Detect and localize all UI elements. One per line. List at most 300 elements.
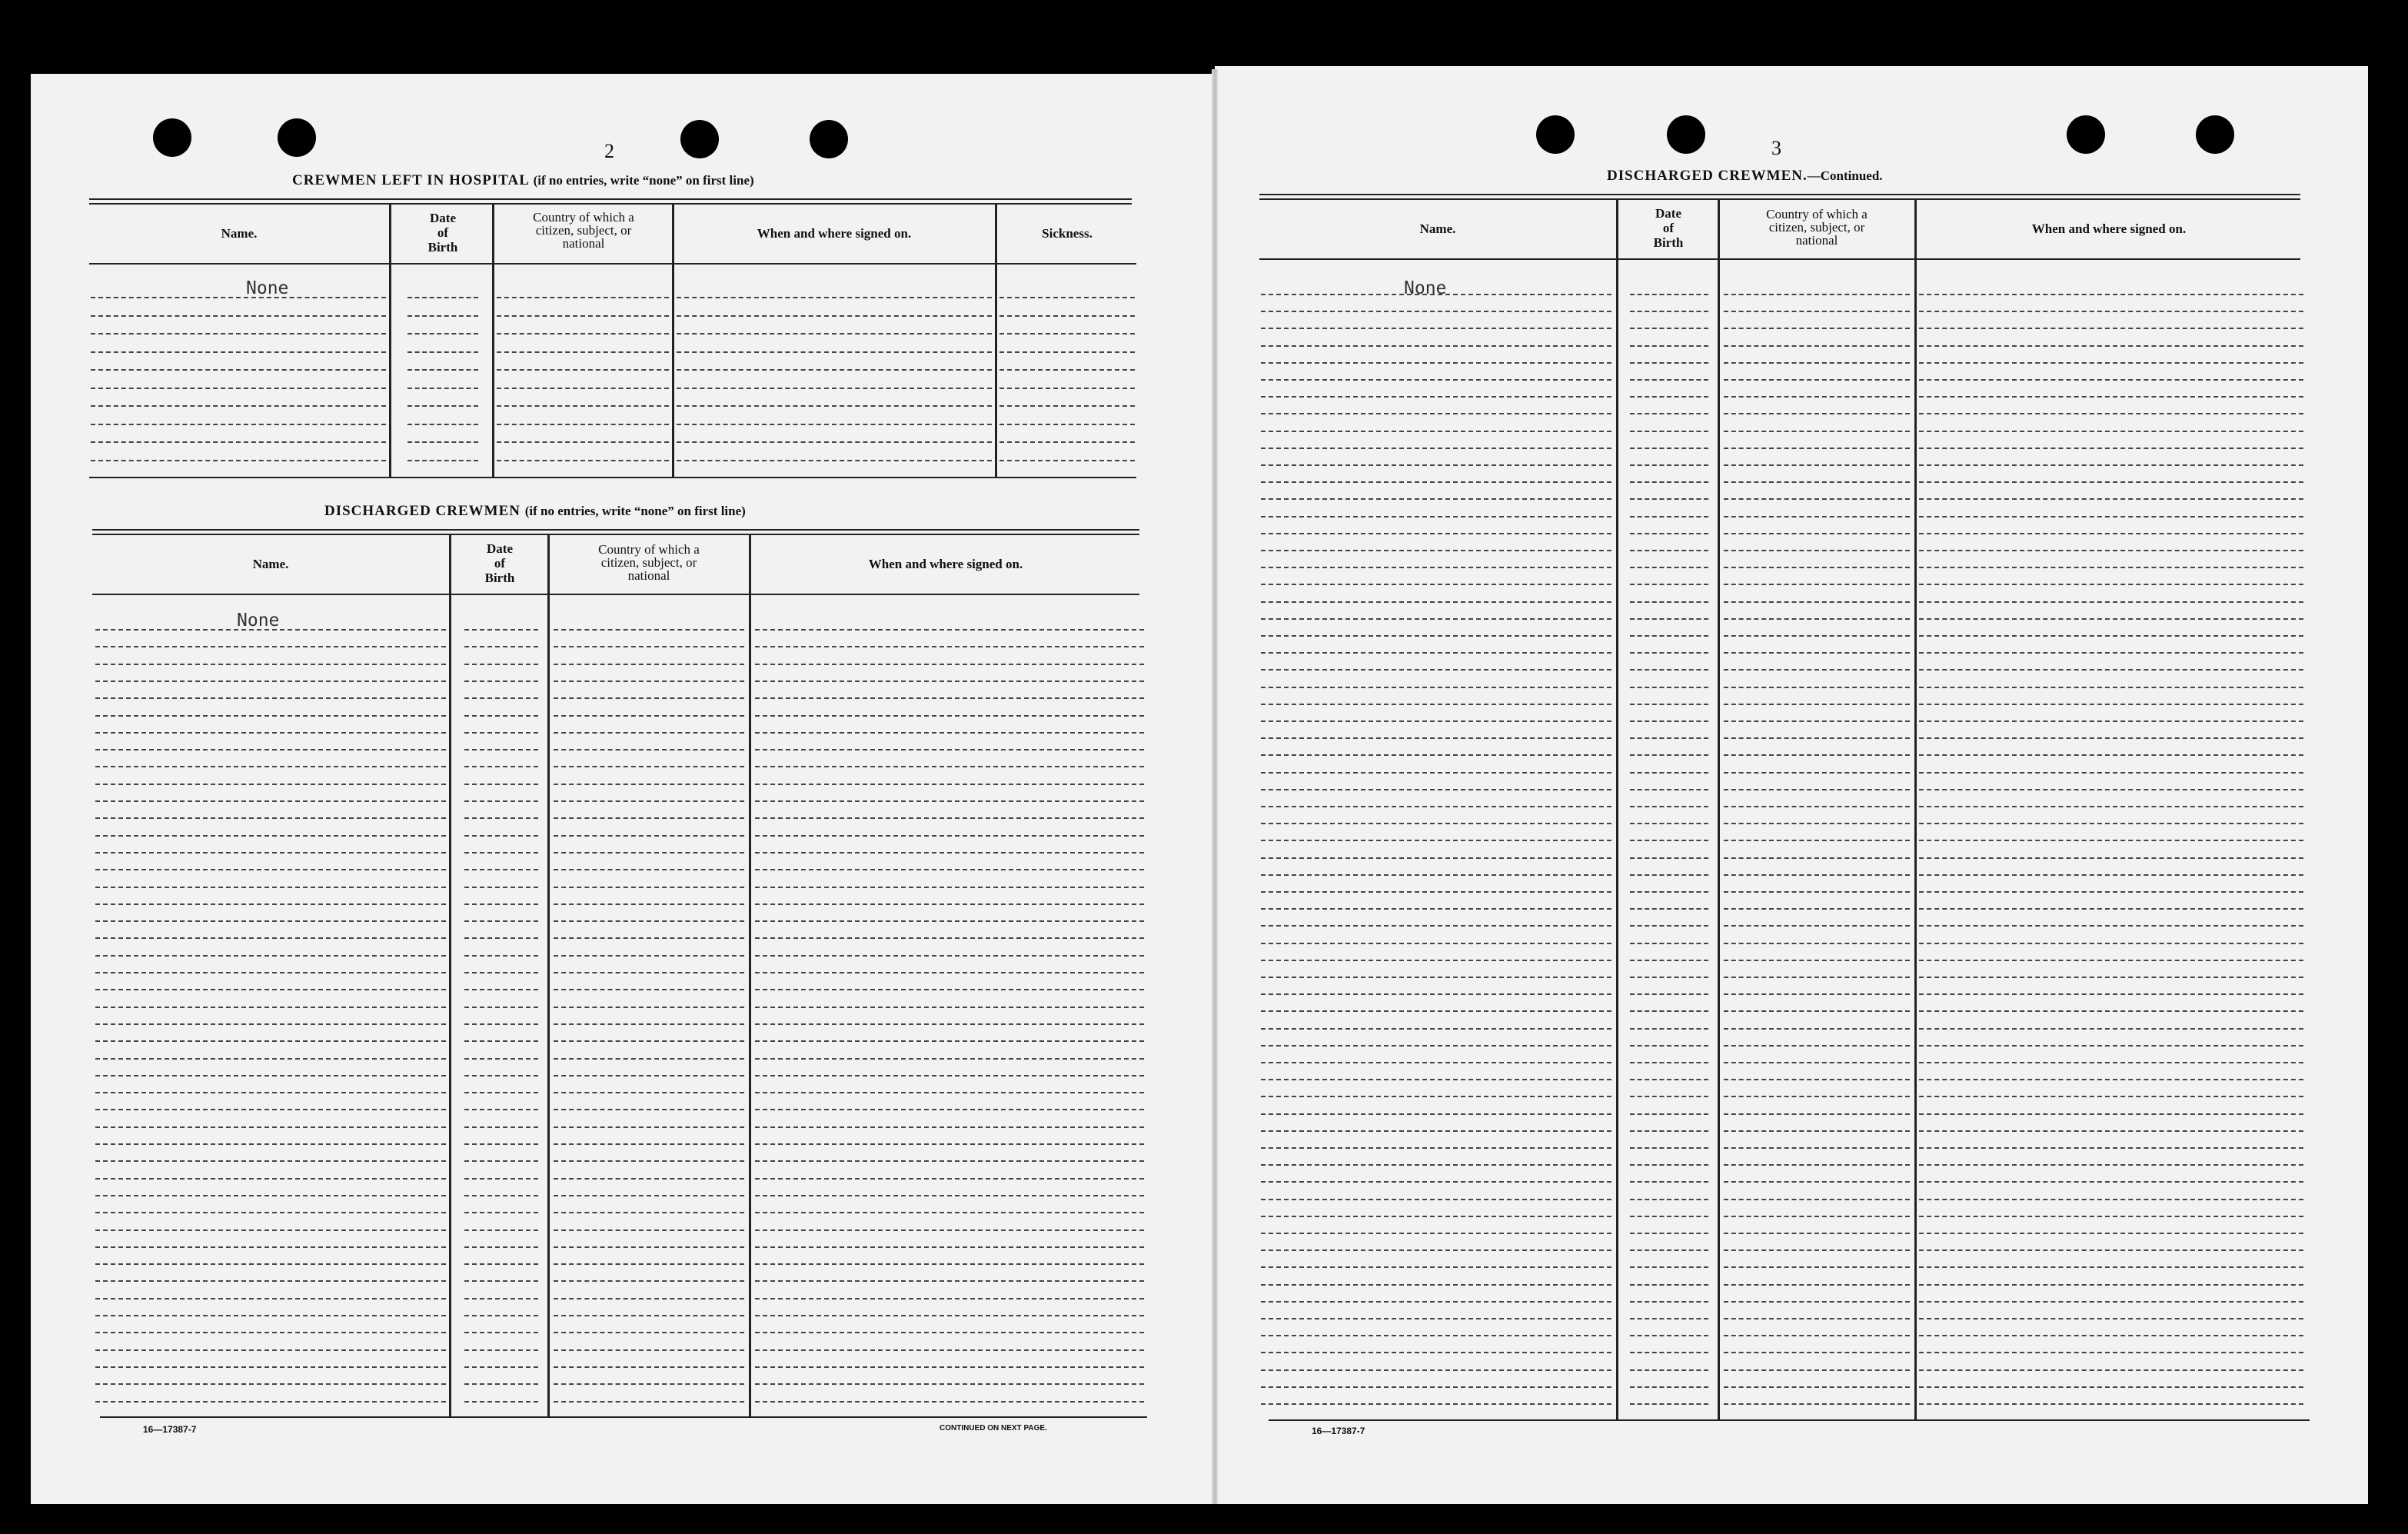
ruled-line	[1724, 874, 1910, 876]
ruled-line	[1261, 652, 1611, 654]
ruled-line	[95, 972, 446, 973]
page-fold	[1212, 69, 1218, 1504]
ruled-line	[1261, 737, 1611, 739]
ruled-line	[1919, 754, 2303, 756]
ruled-line	[554, 1349, 744, 1351]
ruled-line	[95, 646, 446, 647]
ruled-line	[1630, 1113, 1708, 1115]
ruled-line	[1630, 311, 1708, 312]
discharged-col-name: Name.	[252, 557, 289, 571]
discharged-top-rule	[92, 534, 1139, 535]
ruled-line	[95, 903, 446, 905]
ruled-line	[755, 955, 1144, 957]
ruled-line	[91, 333, 386, 334]
ruled-line	[1261, 431, 1611, 432]
ruled-line	[91, 405, 386, 407]
ruled-line	[1630, 960, 1708, 961]
ruled-line	[554, 817, 744, 819]
ruled-line	[1630, 1352, 1708, 1353]
ruled-line	[755, 646, 1144, 647]
discharged-col-country: Country of which a citizen, subject, or national	[598, 542, 700, 583]
ruled-line	[1724, 1386, 1910, 1388]
continued-note: CONTINUED ON NEXT PAGE.	[940, 1424, 1047, 1433]
ruled-line	[1724, 704, 1910, 705]
hospital-col-divider	[389, 205, 391, 477]
ruled-line	[1724, 1045, 1910, 1047]
ruled-line	[1724, 396, 1910, 398]
ruled-line	[91, 315, 386, 317]
ruled-line	[554, 749, 744, 750]
ruled-line	[1261, 1403, 1611, 1405]
continued-col-divider	[1718, 200, 1720, 1419]
ruled-line	[1919, 498, 2303, 500]
ruled-line	[755, 1075, 1144, 1076]
ruled-line	[1630, 687, 1708, 688]
ruled-line	[1630, 379, 1708, 381]
ruled-line	[1261, 1147, 1611, 1149]
ruled-line	[464, 1383, 538, 1385]
ruled-line	[1630, 396, 1708, 398]
ruled-line	[1724, 1010, 1910, 1012]
ruled-line	[407, 333, 478, 334]
ruled-line	[1724, 567, 1910, 568]
ruled-line	[95, 715, 446, 717]
ruled-line	[497, 315, 669, 317]
ruled-line	[464, 1075, 538, 1076]
ruled-line	[1261, 362, 1611, 364]
ruled-line	[464, 646, 538, 647]
ruled-line	[1261, 772, 1611, 774]
ruled-line	[1630, 328, 1708, 329]
ruled-line	[1261, 754, 1611, 756]
ruled-line	[1261, 413, 1611, 414]
ruled-line	[95, 1349, 446, 1351]
ruled-line	[95, 1230, 446, 1231]
ruled-line	[95, 1263, 446, 1265]
ruled-line	[464, 1143, 538, 1145]
ruled-line	[407, 460, 478, 461]
ruled-line	[464, 1401, 538, 1403]
ruled-line	[1919, 857, 2303, 859]
ruled-line	[91, 351, 386, 353]
ruled-line	[1919, 1301, 2303, 1303]
ruled-line	[91, 424, 386, 425]
ruled-line	[1630, 1045, 1708, 1047]
ruled-line	[464, 989, 538, 990]
continued-title-text: DISCHARGED CREWMEN.	[1607, 168, 1808, 184]
ruled-line	[755, 1109, 1144, 1110]
ruled-line	[1630, 1284, 1708, 1286]
ruled-line	[95, 1315, 446, 1316]
ruled-line	[407, 424, 478, 425]
ruled-line	[464, 887, 538, 888]
ruled-line	[1630, 584, 1708, 585]
ruled-line	[1919, 704, 2303, 705]
ruled-line	[1261, 1199, 1611, 1200]
ruled-line	[497, 388, 669, 389]
ruled-line	[1919, 431, 2303, 432]
ruled-line	[95, 1298, 446, 1299]
ruled-line	[1261, 857, 1611, 859]
ruled-line	[95, 1178, 446, 1180]
ruled-line	[554, 852, 744, 854]
ruled-line	[1919, 1181, 2303, 1183]
ruled-line	[755, 732, 1144, 734]
ruled-line	[1724, 584, 1910, 585]
ruled-line	[1919, 1199, 2303, 1200]
ruled-line	[464, 749, 538, 750]
ruled-line	[554, 1040, 744, 1042]
ruled-line	[677, 388, 992, 389]
ruled-line	[755, 903, 1144, 905]
ruled-line	[999, 405, 1135, 407]
ruled-line	[1261, 1386, 1611, 1388]
ruled-line	[1919, 1352, 2303, 1353]
ruled-line	[554, 903, 744, 905]
ruled-line	[554, 800, 744, 802]
ruled-line	[1630, 345, 1708, 347]
ruled-line	[1261, 618, 1611, 620]
ruled-line	[554, 1383, 744, 1385]
ruled-line	[1261, 1352, 1611, 1353]
ruled-line	[1724, 789, 1910, 790]
ruled-line	[1919, 362, 2303, 364]
continued-top-rule	[1259, 194, 2300, 195]
ruled-line	[1919, 1318, 2303, 1319]
ruled-line	[95, 732, 446, 734]
ruled-line	[464, 869, 538, 870]
ruled-line	[1261, 840, 1611, 841]
ruled-line	[677, 333, 992, 334]
ruled-line	[1261, 294, 1611, 295]
ruled-line	[1919, 1147, 2303, 1149]
ruled-line	[755, 800, 1144, 802]
ruled-line	[497, 351, 669, 353]
ruled-line	[1724, 1369, 1910, 1371]
ruled-line	[1919, 789, 2303, 790]
ruled-line	[1261, 516, 1611, 517]
ruled-line	[1630, 1335, 1708, 1336]
ruled-line	[554, 646, 744, 647]
ruled-line	[95, 1109, 446, 1110]
ruled-line	[554, 1126, 744, 1128]
ruled-line	[1261, 943, 1611, 944]
ruled-line	[95, 1280, 446, 1282]
ruled-line	[554, 1195, 744, 1196]
ruled-line	[1724, 1096, 1910, 1097]
ruled-line	[1630, 1181, 1708, 1183]
ruled-line	[95, 1126, 446, 1128]
ruled-line	[1919, 840, 2303, 841]
ruled-line	[1919, 806, 2303, 807]
ruled-line	[1261, 635, 1611, 637]
ruled-line	[1724, 720, 1910, 722]
ruled-line	[755, 1332, 1144, 1333]
discharged-col-divider	[749, 535, 751, 1416]
ruled-line	[1630, 294, 1708, 295]
ruled-line	[1919, 601, 2303, 603]
ruled-line	[1919, 720, 2303, 722]
ruled-line	[464, 732, 538, 734]
ruled-line	[1630, 533, 1708, 534]
ruled-line	[554, 1075, 744, 1076]
ruled-line	[1630, 652, 1708, 654]
ruled-line	[755, 629, 1144, 631]
ruled-line	[1630, 1096, 1708, 1097]
ruled-line	[554, 629, 744, 631]
ruled-line	[1724, 533, 1910, 534]
ruled-line	[1724, 1079, 1910, 1080]
ruled-line	[999, 441, 1135, 443]
hospital-top-rule	[89, 203, 1132, 205]
hospital-col-sickness: Sickness.	[1042, 226, 1093, 241]
ruled-line	[1919, 618, 2303, 620]
ruled-line	[464, 1058, 538, 1060]
ruled-line	[1261, 498, 1611, 500]
ruled-line	[1630, 567, 1708, 568]
hospital-col-divider	[672, 205, 674, 477]
ruled-line	[1261, 396, 1611, 398]
ruled-line	[1261, 345, 1611, 347]
ruled-line	[1724, 311, 1910, 312]
ruled-line	[464, 800, 538, 802]
ruled-line	[1261, 704, 1611, 705]
ruled-line	[1919, 1403, 2303, 1405]
form-number: 16—17387-7	[1312, 1426, 1365, 1436]
ruled-line	[554, 1280, 744, 1282]
ruled-line	[407, 297, 478, 298]
hospital-col-divider	[995, 205, 997, 477]
ruled-line	[755, 1401, 1144, 1403]
ruled-line	[1724, 823, 1910, 824]
ruled-line	[1261, 1113, 1611, 1115]
ruled-line	[95, 697, 446, 699]
ruled-line	[1919, 1079, 2303, 1080]
ruled-line	[1919, 823, 2303, 824]
ruled-line	[1919, 908, 2303, 910]
ruled-line	[554, 1023, 744, 1025]
ruled-line	[554, 664, 744, 665]
ruled-line	[1919, 328, 2303, 329]
ruled-line	[554, 1178, 744, 1180]
ruled-line	[755, 817, 1144, 819]
ruled-line	[755, 972, 1144, 973]
ruled-line	[1724, 652, 1910, 654]
ruled-line	[1919, 652, 2303, 654]
punch-hole	[278, 118, 316, 157]
ruled-line	[497, 441, 669, 443]
ruled-line	[497, 405, 669, 407]
continued-entry: None	[1404, 278, 1447, 298]
ruled-line	[1630, 993, 1708, 995]
ruled-line	[1724, 960, 1910, 961]
ruled-line	[1724, 1266, 1910, 1268]
right-page	[1215, 66, 2368, 1504]
ruled-line	[1919, 943, 2303, 944]
ruled-line	[1630, 925, 1708, 927]
ruled-line	[755, 715, 1144, 717]
ruled-line	[1261, 328, 1611, 329]
ruled-line	[1724, 1062, 1910, 1063]
ruled-line	[1724, 1130, 1910, 1132]
ruled-line	[1630, 1233, 1708, 1234]
ruled-line	[1919, 516, 2303, 517]
ruled-line	[95, 1143, 446, 1145]
ruled-line	[1724, 1301, 1910, 1303]
ruled-line	[464, 1332, 538, 1333]
ruled-line	[1630, 1147, 1708, 1149]
ruled-line	[464, 1178, 538, 1180]
continued-col-country: Country of which a citizen, subject, or national	[1766, 207, 1868, 248]
ruled-line	[464, 835, 538, 837]
hospital-col-name: Name.	[221, 226, 258, 241]
ruled-line	[1630, 481, 1708, 483]
ruled-line	[464, 680, 538, 682]
continued-col-divider	[1616, 200, 1618, 1419]
ruled-line	[1261, 1096, 1611, 1097]
ruled-line	[1919, 977, 2303, 978]
page-number: 3	[1771, 137, 1781, 159]
continued-section-title	[1607, 168, 1883, 185]
ruled-line	[464, 1315, 538, 1316]
ruled-line	[91, 460, 386, 461]
hospital-section-title	[292, 172, 754, 189]
ruled-line	[464, 1230, 538, 1231]
ruled-line	[464, 955, 538, 957]
ruled-line	[95, 1160, 446, 1162]
ruled-line	[1919, 550, 2303, 551]
ruled-line	[95, 680, 446, 682]
ruled-line	[999, 369, 1135, 371]
ruled-line	[755, 1298, 1144, 1299]
ruled-line	[464, 817, 538, 819]
ruled-line	[1919, 464, 2303, 466]
ruled-line	[1261, 687, 1611, 688]
ruled-line	[1630, 362, 1708, 364]
ruled-line	[554, 1230, 744, 1231]
ruled-line	[1261, 601, 1611, 603]
discharged-section-title	[324, 503, 746, 520]
ruled-line	[1919, 1335, 2303, 1336]
ruled-line	[755, 1230, 1144, 1231]
ruled-line	[1630, 635, 1708, 637]
ruled-line	[554, 697, 744, 699]
ruled-line	[1724, 379, 1910, 381]
ruled-line	[1919, 1386, 2303, 1388]
ruled-line	[95, 1401, 446, 1403]
ruled-line	[1919, 1216, 2303, 1217]
ruled-line	[95, 1383, 446, 1385]
ruled-line	[1261, 1045, 1611, 1047]
ruled-line	[91, 297, 386, 298]
ruled-line	[1724, 328, 1910, 329]
ruled-line	[1630, 1301, 1708, 1303]
ruled-line	[464, 1126, 538, 1128]
ruled-line	[1919, 891, 2303, 893]
ruled-line	[755, 1246, 1144, 1248]
ruled-line	[1724, 1113, 1910, 1115]
ruled-line	[554, 835, 744, 837]
ruled-line	[1630, 550, 1708, 551]
ruled-line	[1919, 1233, 2303, 1234]
ruled-line	[464, 1212, 538, 1213]
ruled-line	[1919, 311, 2303, 312]
ruled-line	[95, 920, 446, 922]
ruled-line	[1919, 1062, 2303, 1063]
ruled-line	[554, 937, 744, 939]
ruled-line	[554, 1315, 744, 1316]
ruled-line	[1261, 1079, 1611, 1080]
ruled-line	[464, 937, 538, 939]
ruled-line	[1630, 840, 1708, 841]
ruled-line	[1630, 977, 1708, 978]
ruled-line	[464, 1349, 538, 1351]
ruled-line	[1919, 635, 2303, 637]
ruled-line	[1919, 1113, 2303, 1115]
ruled-line	[1919, 1045, 2303, 1047]
ruled-line	[1919, 345, 2303, 347]
ruled-line	[554, 955, 744, 957]
ruled-line	[1724, 464, 1910, 466]
ruled-line	[1919, 772, 2303, 774]
ruled-line	[1630, 1216, 1708, 1217]
hospital-header-rule	[89, 263, 1136, 265]
ruled-line	[554, 1143, 744, 1145]
ruled-line	[1630, 516, 1708, 517]
punch-hole	[2196, 115, 2234, 154]
ruled-line	[1919, 481, 2303, 483]
ruled-line	[1724, 481, 1910, 483]
punch-hole	[2067, 115, 2105, 154]
ruled-line	[464, 972, 538, 973]
ruled-line	[554, 1263, 744, 1265]
discharged-bottom-rule	[100, 1416, 1147, 1418]
ruled-line	[554, 1366, 744, 1368]
ruled-line	[1919, 1284, 2303, 1286]
ruled-line	[1724, 294, 1910, 295]
ruled-line	[755, 1143, 1144, 1145]
continued-col-divider	[1914, 200, 1917, 1419]
ruled-line	[1919, 396, 2303, 398]
ruled-line	[1261, 1233, 1611, 1234]
ruled-line	[1724, 943, 1910, 944]
ruled-line	[554, 715, 744, 717]
ruled-line	[95, 1023, 446, 1025]
ruled-line	[95, 629, 446, 631]
ruled-line	[464, 1298, 538, 1299]
ruled-line	[464, 1023, 538, 1025]
ruled-line	[1261, 1164, 1611, 1166]
hospital-title-text: CREWMEN LEFT IN HOSPITAL	[292, 172, 529, 188]
ruled-line	[677, 460, 992, 461]
ruled-line	[464, 903, 538, 905]
ruled-line	[464, 1007, 538, 1008]
continued-col-dob: Date of Birth	[1653, 206, 1684, 250]
ruled-line	[95, 800, 446, 802]
ruled-line	[1630, 754, 1708, 756]
ruled-line	[755, 766, 1144, 767]
ruled-line	[1919, 413, 2303, 414]
punch-hole	[1536, 115, 1575, 154]
continued-col-when-where: When and where signed on.	[2031, 221, 2187, 236]
ruled-line	[755, 1023, 1144, 1025]
ruled-line	[464, 1246, 538, 1248]
ruled-line	[755, 937, 1144, 939]
punch-hole	[810, 120, 848, 158]
ruled-line	[1919, 1249, 2303, 1251]
hospital-col-country: Country of which a citizen, subject, or national	[533, 210, 634, 251]
ruled-line	[95, 1040, 446, 1042]
